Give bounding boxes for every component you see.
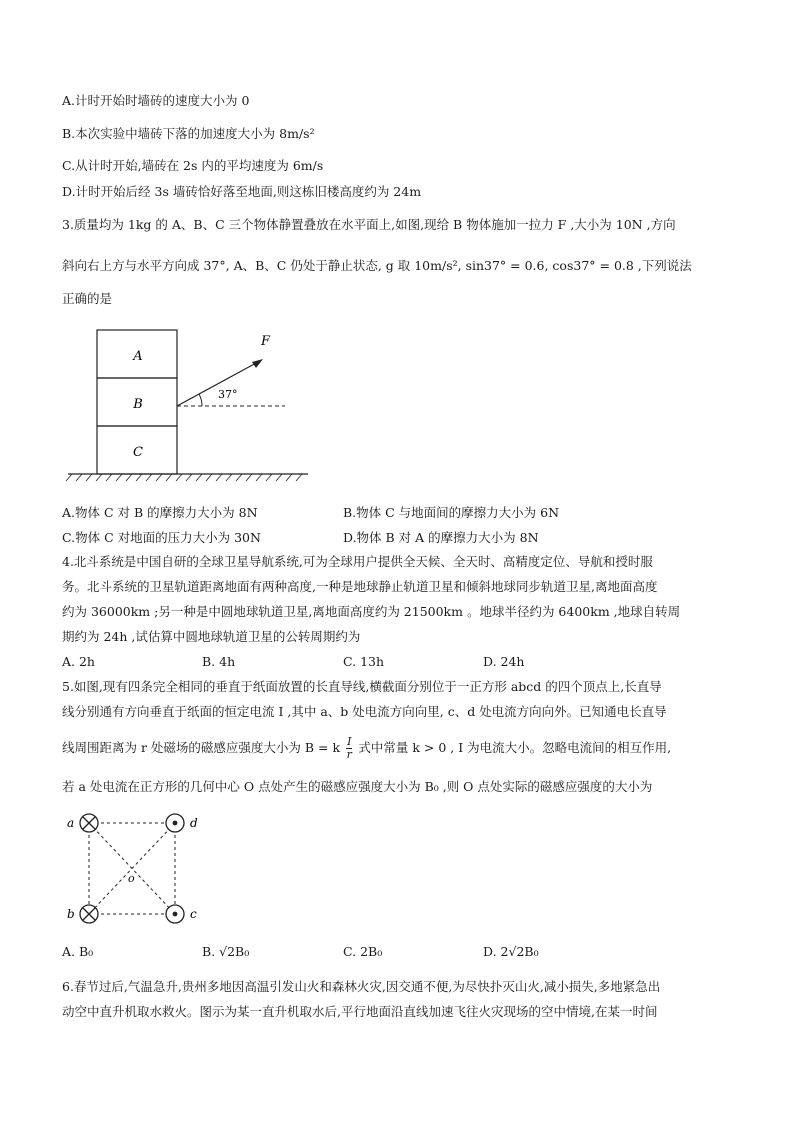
q3-option-d: D.物体 B 对 A 的摩擦力大小为 8N — [343, 530, 539, 545]
q5-stem-line1: 5.如图,现有四条完全相同的垂直于纸面放置的长直导线,横截面分别位于一正方形 abcd 的四个顶点上,长直导 — [62, 679, 662, 694]
current-into-page-icon-b — [80, 905, 98, 923]
q3-option-c: C.物体 C 对地面的压力大小为 30N — [62, 530, 261, 545]
q5-stem-line3 — [62, 736, 671, 761]
corner-c-label: c — [190, 907, 197, 921]
q5-fraction-denominator: r — [346, 748, 352, 761]
q4-stem-line3: 约为 36000km ;另一种是中圆地球轨道卫星,离地面高度约为 21500km 。地球半径约为 6400km ,地球自转周 — [62, 604, 681, 619]
current-out-of-page-icon-d — [166, 814, 184, 832]
center-o-label: o — [128, 872, 135, 885]
force-label: F — [261, 334, 271, 349]
q2-option-b: B.本次实验中墙砖下落的加速度大小为 8m/s² — [62, 126, 315, 141]
q6-stem-line2: 动空中直升机取水救火。图示为某一直升机取水后,平行地面沿直线加速飞往火灾现场的空中情境,在某一时间 — [62, 1004, 658, 1019]
q2-option-a: A.计时开始时墙砖的速度大小为 0 — [62, 93, 250, 108]
q4-stem-line2: 务。北斗系统的卫星轨道距离地面有两种高度,一种是地球静止轨道卫星和倾斜地球同步轨道卫星,离地面高度 — [62, 579, 658, 594]
q5-option-a: A. B₀ — [62, 944, 94, 959]
angle-arc — [199, 394, 202, 406]
current-out-of-page-icon-c — [166, 905, 184, 923]
q4-option-c: C. 13h — [343, 654, 385, 669]
q5-option-b: B. √2B₀ — [202, 944, 250, 959]
q2-option-d: D.计时开始后经 3s 墙砖恰好落至地面,则这栋旧楼高度约为 24m — [62, 184, 422, 199]
force-arrowhead-icon — [252, 359, 263, 368]
current-into-page-icon-a — [80, 814, 98, 832]
q5-option-c: C. 2B₀ — [343, 944, 383, 959]
q6-stem-line1: 6.春节过后,气温急升,贵州多地因高温引发山火和森林火灾,因交通不便,为尽快扑灭山火,减小损失,多地紧急出 — [62, 979, 661, 994]
ground-hatching — [66, 474, 302, 481]
q3-stem-line2: 斜向右上方与水平方向成 37°, A、B、C 仍处于静止状态, g 取 10m/s², sin37° = 0.6, cos37° = 0.8 ,下列说法 — [62, 258, 692, 273]
q5-stem-line3-before-fraction: 线周围距离为 r 处磁场的磁感应强度大小为 B = k — [62, 740, 341, 755]
angle-label: 37° — [218, 388, 238, 401]
q3-stem-line3: 正确的是 — [62, 291, 113, 306]
q5-stem-line3-after-fraction: 式中常量 k > 0 , I 为电流大小。忽略电流间的相互作用, — [358, 740, 672, 755]
corner-d-label: d — [190, 816, 198, 830]
q3-option-a: A.物体 C 对 B 的摩擦力大小为 8N — [62, 505, 258, 520]
q5-stem-line4: 若 a 处电流在正方形的几何中心 O 点处产生的磁感应强度大小为 B₀ ,则 O 点处实际的磁感应强度的大小为 — [62, 779, 653, 794]
block-c-label: C — [133, 445, 143, 460]
q4-stem-line4: 期约为 24h ,试估算中圆地球轨道卫星的公转周期约为 — [62, 629, 361, 644]
q5-option-d: D. 2√2B₀ — [483, 944, 539, 959]
q3-option-b: B.物体 C 与地面间的摩擦力大小为 6N — [343, 505, 560, 520]
q5-fraction — [346, 736, 352, 761]
q3-figure-stacked-blocks — [60, 325, 320, 485]
q5-figure-square-wires — [60, 808, 220, 928]
block-a-label: A — [133, 349, 143, 364]
q5-fraction-numerator: I — [347, 735, 352, 748]
q4-stem-line1: 4.北斗系统是中国自研的全球卫星导航系统,可为全球用户提供全天候、全天时、高精度定位、导航和授时服 — [62, 554, 653, 569]
q4-option-b: B. 4h — [202, 654, 236, 669]
corner-b-label: b — [67, 907, 75, 921]
block-b-label: B — [133, 397, 143, 412]
q2-option-c: C.从计时开始,墙砖在 2s 内的平均速度为 6m/s — [62, 158, 324, 173]
q4-option-d: D. 24h — [483, 654, 525, 669]
q5-stem-line2: 线分别通有方向垂直于纸面的恒定电流 I ,其中 a、b 处电流方向向里, c、d 处电流方向向外。已知通电长直导 — [62, 704, 667, 719]
q3-stem-line1: 3.质量均为 1kg 的 A、B、C 三个物体静置叠放在水平面上,如图,现给 B 物体施加一拉力 F ,大小为 10N ,方向 — [62, 217, 676, 232]
q4-option-a: A. 2h — [62, 654, 95, 669]
corner-a-label: a — [67, 816, 75, 830]
